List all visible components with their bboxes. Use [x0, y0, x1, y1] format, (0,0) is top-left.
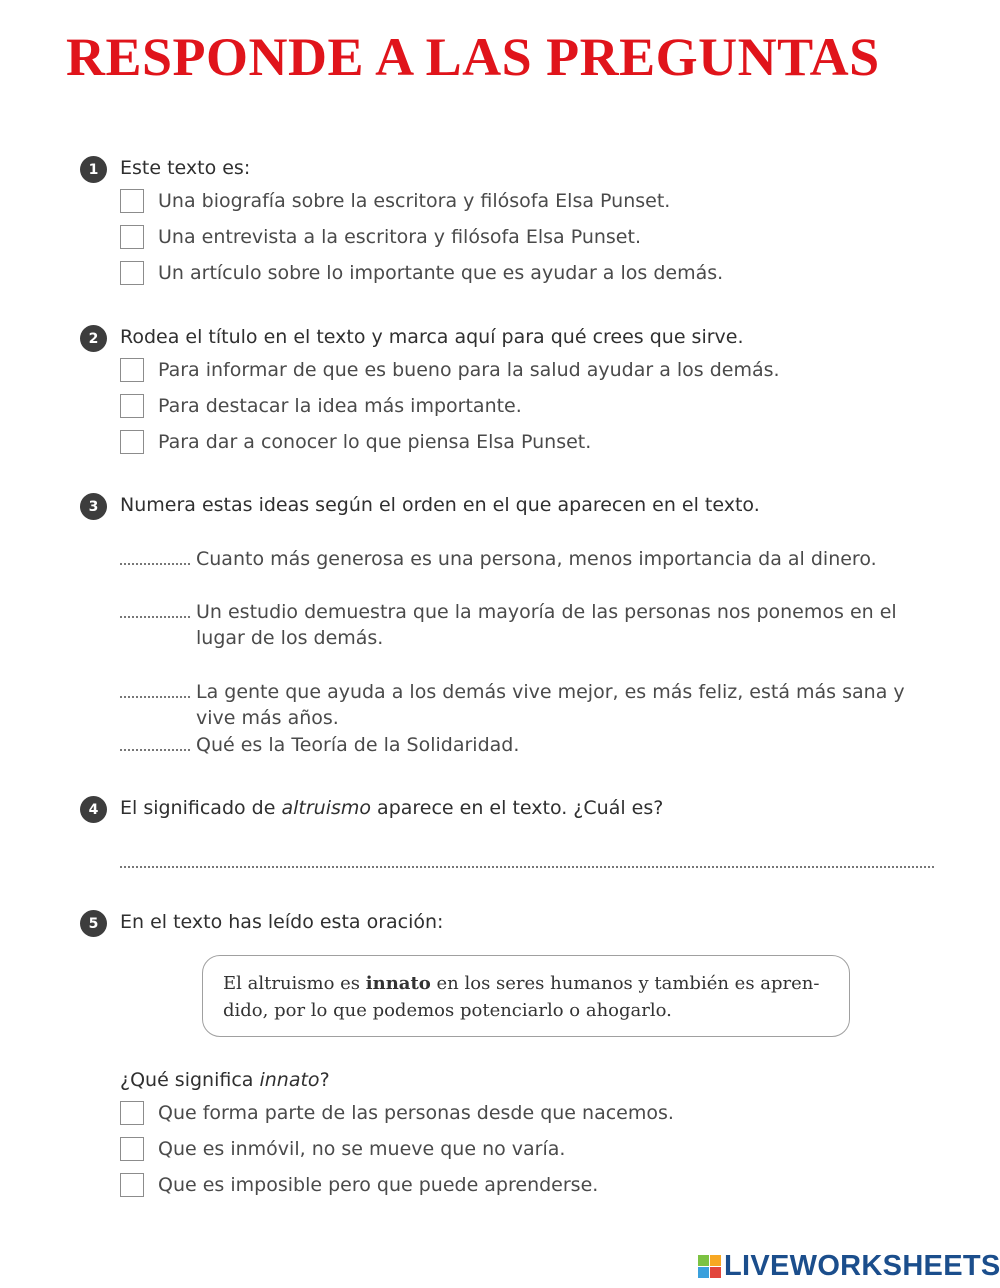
- question-4-text: El significado de altruismo aparece en el texto. ¿Cuál es?: [120, 797, 664, 819]
- checkbox[interactable]: [120, 261, 144, 285]
- question-2-text: Rodea el título en el texto y marca aquí para qué crees que sirve.: [120, 326, 744, 348]
- logo-text: LIVEWORKSHEETS: [724, 1249, 1000, 1282]
- question-5-text: En el texto has leído esta oración:: [120, 911, 444, 933]
- question-1-text: Este texto es:: [120, 157, 251, 179]
- option-label: Que forma parte de las personas desde que nacemos.: [158, 1102, 674, 1124]
- logo-squares-icon: [698, 1255, 721, 1278]
- order-item-text: Qué es la Teoría de la Solidaridad.: [196, 734, 520, 756]
- logo-square: [710, 1255, 721, 1266]
- question-number-badge: 2: [80, 325, 107, 352]
- option-label: Una entrevista a la escritora y filósofa Elsa Punset.: [158, 226, 641, 248]
- order-number-blank[interactable]: [120, 616, 190, 618]
- option-label: Que es inmóvil, no se mueve que no varía.: [158, 1138, 566, 1160]
- order-number-blank[interactable]: [120, 563, 190, 565]
- order-item-text: Cuanto más generosa es una persona, menos importancia da al dinero.: [196, 548, 877, 570]
- logo-square: [698, 1267, 709, 1278]
- checkbox[interactable]: [120, 358, 144, 382]
- order-number-blank[interactable]: [120, 749, 190, 751]
- option-label: Que es imposible pero que puede aprenderse.: [158, 1174, 599, 1196]
- order-item-text: La gente que ayuda a los demás vive mejor, es más feliz, está más sana y vive más años.: [196, 681, 905, 729]
- checkbox[interactable]: [120, 1137, 144, 1161]
- order-item-text: Un estudio demuestra que la mayoría de las personas nos ponemos en el lugar de los demás.: [196, 601, 897, 649]
- checkbox[interactable]: [120, 1101, 144, 1125]
- option-label: Para informar de que es bueno para la salud ayudar a los demás.: [158, 359, 780, 381]
- order-item: [120, 679, 940, 729]
- checkbox[interactable]: [120, 394, 144, 418]
- option-label: Una biografía sobre la escritora y filósofa Elsa Punset.: [158, 190, 671, 212]
- question-number-badge: 3: [80, 493, 107, 520]
- option-label: Un artículo sobre lo importante que es ayudar a los demás.: [158, 262, 724, 284]
- order-item: [120, 546, 940, 576]
- order-item: [120, 599, 940, 655]
- question-3-text: Numera estas ideas según el orden en el que aparecen en el texto.: [120, 494, 760, 516]
- liveworksheets-logo: [698, 1251, 1000, 1281]
- option-label: Para dar a conocer lo que piensa Elsa Punset.: [158, 431, 592, 453]
- checkbox[interactable]: [120, 430, 144, 454]
- checkbox[interactable]: [120, 1173, 144, 1197]
- checkbox[interactable]: [120, 189, 144, 213]
- order-item: [120, 732, 940, 762]
- page-title: RESPONDE A LAS PREGUNTAS: [66, 27, 880, 87]
- logo-square: [698, 1255, 709, 1266]
- question-number-badge: 1: [80, 156, 107, 183]
- logo-square: [710, 1267, 721, 1278]
- order-number-blank[interactable]: [120, 696, 190, 698]
- checkbox[interactable]: [120, 225, 144, 249]
- answer-line[interactable]: [120, 864, 934, 868]
- sub-question-text: ¿Qué significa innato?: [120, 1069, 330, 1091]
- question-number-badge: 5: [80, 910, 107, 937]
- quote-box: El altruismo es innato en los seres humanos y también es apren- dido, por lo que podemos potenciarlo o ahogarlo.: [202, 955, 850, 1037]
- option-label: Para destacar la idea más importante.: [158, 395, 522, 417]
- question-number-badge: 4: [80, 796, 107, 823]
